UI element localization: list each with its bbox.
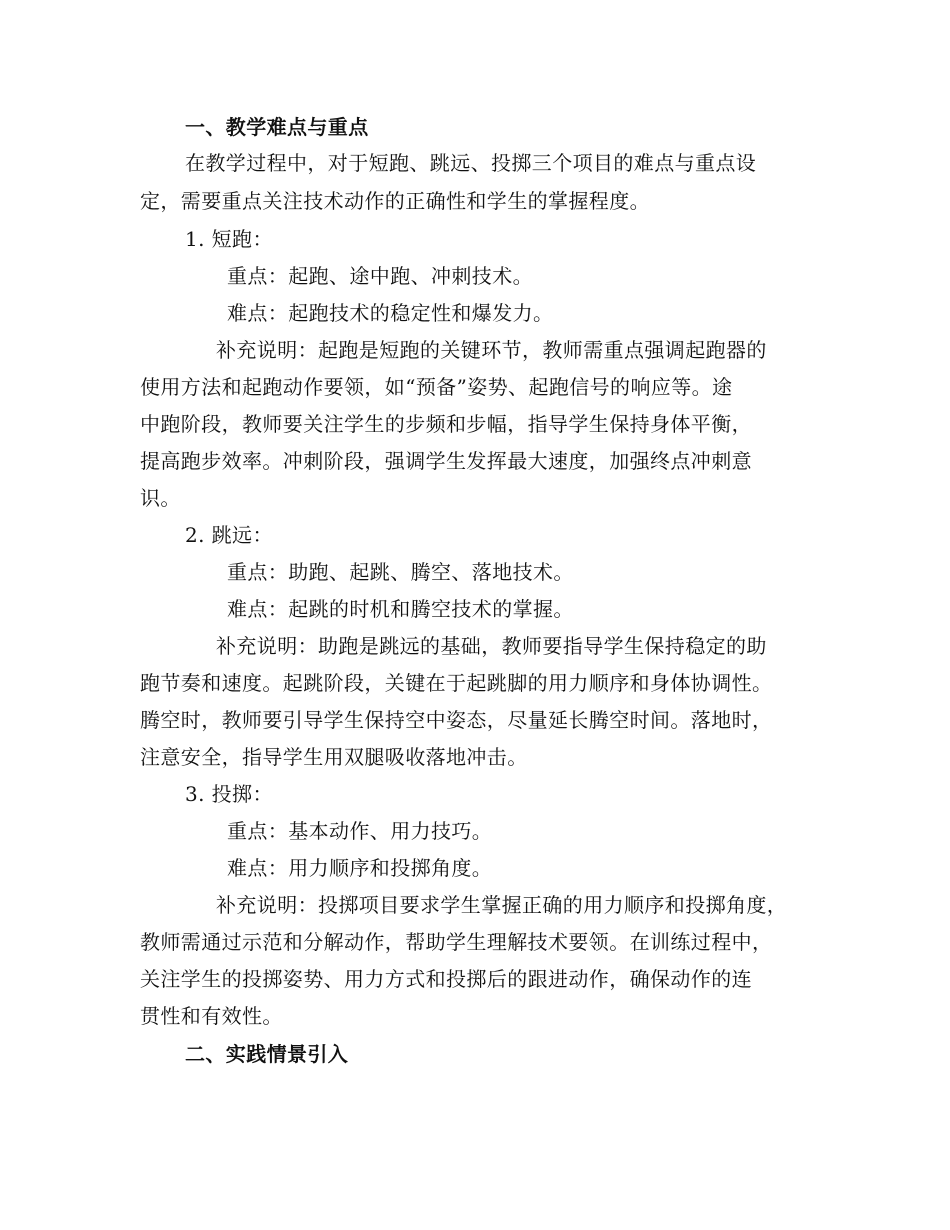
section-heading-2: 二、实践情景引入 (185, 1042, 349, 1066)
list-item-title: 1. 短跑： (185, 227, 273, 251)
note-line: 腾空时，教师要引导学生保持空中姿态，尽量延长腾空时间。落地时， (140, 708, 773, 732)
note-line: 补充说明：助跑是跳远的基础，教师要指导学生保持稳定的助 (216, 634, 767, 658)
note-line: 使用方法和起跑动作要领，如“预备”姿势、起跑信号的响应等。途 (140, 375, 733, 399)
focus-line: 重点：助跑、起跳、腾空、落地技术。 (227, 560, 574, 584)
focus-line: 重点：起跑、途中跑、冲刺技术。 (227, 264, 533, 288)
list-item-title: 2. 跳远： (185, 523, 273, 547)
paragraph-line: 在教学过程中，对于短跑、跳远、投掷三个项目的难点与重点设 (185, 151, 757, 175)
note-line: 教师需通过示范和分解动作，帮助学生理解技术要领。在训练过程中， (140, 930, 773, 954)
list-item-title: 3. 投掷： (185, 782, 273, 806)
paragraph-line: 定，需要重点关注技术动作的正确性和学生的掌握程度。 (140, 189, 650, 213)
note-line: 补充说明：起跑是短跑的关键环节，教师需重点强调起跑器的 (216, 338, 767, 362)
note-line: 贯性和有效性。 (140, 1004, 283, 1028)
note-line: 提高跑步效率。冲刺阶段，强调学生发挥最大速度，加强终点冲刺意 (140, 449, 752, 473)
section-heading-1: 一、教学难点与重点 (185, 115, 369, 139)
difficulty-line: 难点：用力顺序和投掷角度。 (227, 856, 493, 880)
note-line: 注意安全，指导学生用双腿吸收落地冲击。 (140, 745, 528, 769)
note-line: 关注学生的投掷姿势、用力方式和投掷后的跟进动作，确保动作的连 (140, 967, 752, 991)
focus-line: 重点：基本动作、用力技巧。 (227, 819, 493, 843)
note-line: 中跑阶段，教师要关注学生的步频和步幅，指导学生保持身体平衡， (140, 412, 752, 436)
note-line: 跑节奏和速度。起跳阶段，关键在于起跳脚的用力顺序和身体协调性。 (140, 671, 773, 695)
difficulty-line: 难点：起跑技术的稳定性和爆发力。 (227, 301, 554, 325)
difficulty-line: 难点：起跳的时机和腾空技术的掌握。 (227, 597, 574, 621)
note-line: 补充说明：投掷项目要求学生掌握正确的用力顺序和投掷角度， (216, 893, 788, 917)
note-line: 识。 (140, 486, 181, 510)
